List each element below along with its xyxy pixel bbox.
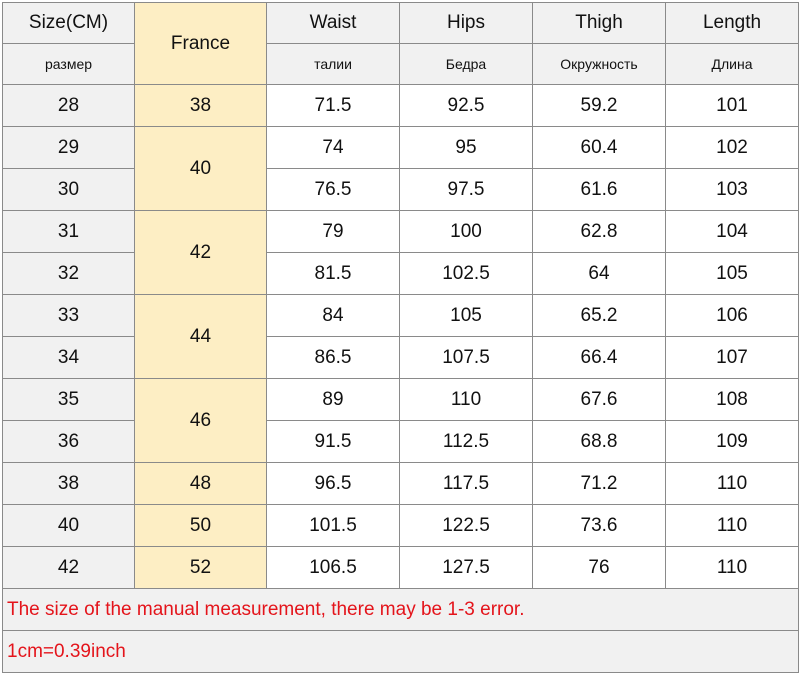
length-cell: 107 <box>666 337 799 379</box>
france-header: France <box>135 3 267 85</box>
thigh-header: Thigh <box>533 3 666 44</box>
size-cell: 31 <box>3 211 135 253</box>
waist-subheader: талии <box>267 44 400 85</box>
thigh-cell: 76 <box>533 547 666 589</box>
waist-cell: 96.5 <box>267 463 400 505</box>
thigh-cell: 62.8 <box>533 211 666 253</box>
thigh-cell: 61.6 <box>533 169 666 211</box>
size-chart-table <box>2 2 799 673</box>
thigh-cell: 64 <box>533 253 666 295</box>
hips-cell: 122.5 <box>400 505 533 547</box>
note-row-conversion <box>3 631 799 673</box>
table-row <box>3 421 799 463</box>
table-row <box>3 547 799 589</box>
thigh-cell: 65.2 <box>533 295 666 337</box>
hips-cell: 112.5 <box>400 421 533 463</box>
waist-cell: 81.5 <box>267 253 400 295</box>
waist-cell: 79 <box>267 211 400 253</box>
length-cell: 103 <box>666 169 799 211</box>
size-cell: 36 <box>3 421 135 463</box>
thigh-cell: 66.4 <box>533 337 666 379</box>
france-cell: 40 <box>135 127 267 211</box>
size-header: Size(CM) <box>3 3 135 44</box>
length-cell: 104 <box>666 211 799 253</box>
table-row <box>3 337 799 379</box>
waist-cell: 76.5 <box>267 169 400 211</box>
table-row <box>3 127 799 169</box>
table-row <box>3 253 799 295</box>
hips-header: Hips <box>400 3 533 44</box>
length-cell: 106 <box>666 295 799 337</box>
hips-cell: 95 <box>400 127 533 169</box>
thigh-cell: 67.6 <box>533 379 666 421</box>
length-cell: 109 <box>666 421 799 463</box>
waist-cell: 106.5 <box>267 547 400 589</box>
france-cell: 48 <box>135 463 267 505</box>
header-row-secondary <box>3 44 799 85</box>
length-cell: 110 <box>666 463 799 505</box>
length-cell: 101 <box>666 85 799 127</box>
table-row <box>3 379 799 421</box>
hips-cell: 127.5 <box>400 547 533 589</box>
size-cell: 32 <box>3 253 135 295</box>
length-header: Length <box>666 3 799 44</box>
waist-cell: 86.5 <box>267 337 400 379</box>
france-cell: 50 <box>135 505 267 547</box>
size-cell: 38 <box>3 463 135 505</box>
hips-cell: 100 <box>400 211 533 253</box>
thigh-cell: 59.2 <box>533 85 666 127</box>
hips-cell: 97.5 <box>400 169 533 211</box>
unit-conversion-note: 1cm=0.39inch <box>3 631 799 673</box>
hips-cell: 105 <box>400 295 533 337</box>
size-cell: 40 <box>3 505 135 547</box>
waist-cell: 89 <box>267 379 400 421</box>
thigh-cell: 73.6 <box>533 505 666 547</box>
size-cell: 29 <box>3 127 135 169</box>
note-row-error <box>3 589 799 631</box>
table-row <box>3 85 799 127</box>
size-cell: 34 <box>3 337 135 379</box>
size-cell: 30 <box>3 169 135 211</box>
france-cell: 42 <box>135 211 267 295</box>
thigh-cell: 68.8 <box>533 421 666 463</box>
length-cell: 110 <box>666 547 799 589</box>
table-row <box>3 463 799 505</box>
france-cell: 38 <box>135 85 267 127</box>
france-cell: 52 <box>135 547 267 589</box>
length-cell: 108 <box>666 379 799 421</box>
length-cell: 105 <box>666 253 799 295</box>
hips-cell: 102.5 <box>400 253 533 295</box>
hips-cell: 107.5 <box>400 337 533 379</box>
size-cell: 42 <box>3 547 135 589</box>
table-row <box>3 169 799 211</box>
header-row-primary <box>3 3 799 44</box>
hips-subheader: Бедра <box>400 44 533 85</box>
waist-cell: 74 <box>267 127 400 169</box>
waist-cell: 101.5 <box>267 505 400 547</box>
waist-cell: 84 <box>267 295 400 337</box>
table-row <box>3 211 799 253</box>
france-cell: 44 <box>135 295 267 379</box>
waist-cell: 71.5 <box>267 85 400 127</box>
thigh-cell: 60.4 <box>533 127 666 169</box>
length-cell: 110 <box>666 505 799 547</box>
thigh-cell: 71.2 <box>533 463 666 505</box>
hips-cell: 110 <box>400 379 533 421</box>
length-subheader: Длина <box>666 44 799 85</box>
waist-header: Waist <box>267 3 400 44</box>
thigh-subheader: Окружность <box>533 44 666 85</box>
size-cell: 33 <box>3 295 135 337</box>
waist-cell: 91.5 <box>267 421 400 463</box>
measurement-error-note: The size of the manual measurement, there may be 1-3 error. <box>3 589 799 631</box>
size-cell: 35 <box>3 379 135 421</box>
table-row <box>3 505 799 547</box>
size-subheader: размер <box>3 44 135 85</box>
table-row <box>3 295 799 337</box>
hips-cell: 117.5 <box>400 463 533 505</box>
length-cell: 102 <box>666 127 799 169</box>
france-cell: 46 <box>135 379 267 463</box>
size-cell: 28 <box>3 85 135 127</box>
hips-cell: 92.5 <box>400 85 533 127</box>
